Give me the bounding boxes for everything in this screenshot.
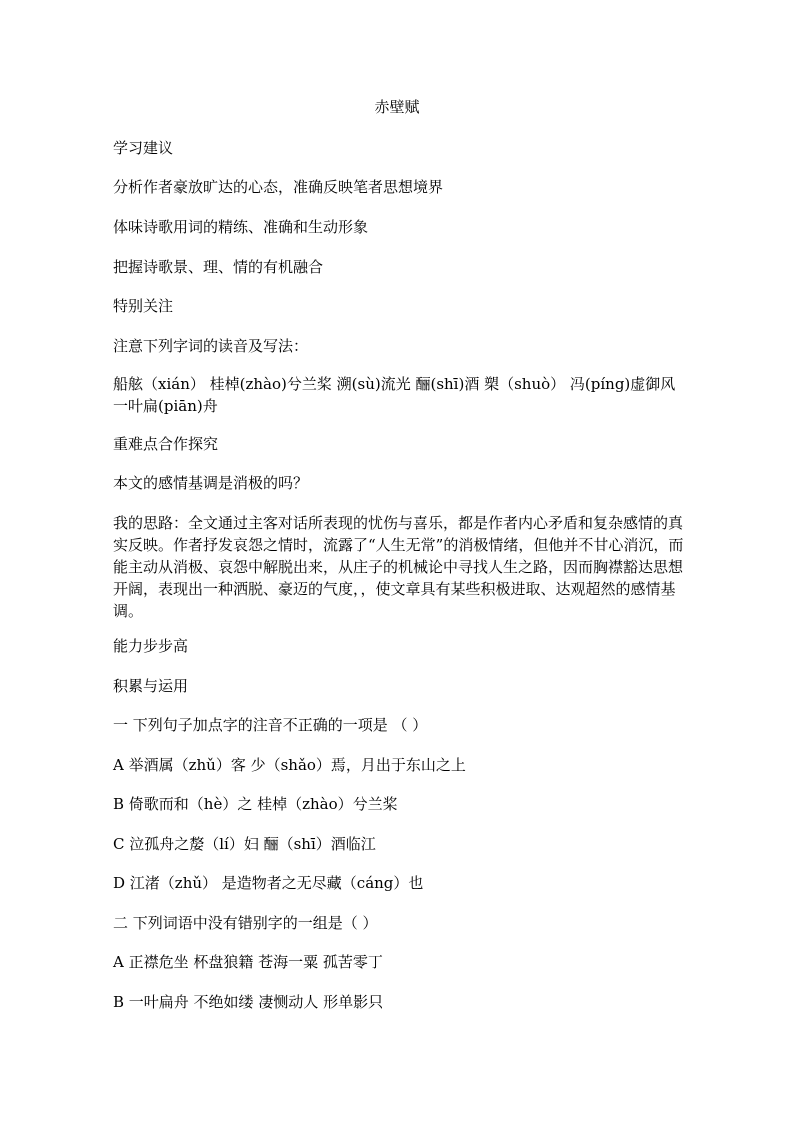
section-heading-key-points: 重难点合作探究 [113, 435, 219, 453]
answer-paragraph: 我的思路：全文通过主客对话所表现的忧伤与喜乐，都是作者内心矛盾和复杂感情的真实反映。作者抒发哀怨之情时，流露了“人生无常”的消极情绪，但他并不甘心消沉，而能主动从消极、哀怨中解脱出来，从庄子的机械论中寻找人生之路，因而胸襟豁达思想开阔，表现出一种洒脱、豪迈的气度，，使文章具有某些积极进取、达观超然的感情基调。 [113, 514, 684, 620]
exercise-option: B 倚歌而和（hè）之 桂棹（zhào）兮兰桨 [113, 795, 398, 813]
section-heading-study-advice: 学习建议 [113, 139, 174, 157]
pronunciation-list: 船舷（xián） 桂棹(zhào)兮兰桨 溯(sù)流光 酾(shī)酒 槊（shuò） 冯(píng)虚御风 一叶扁(piān)舟 [113, 375, 676, 415]
exercise-option: D 江渚（zhǔ） 是造物者之无尽藏（cáng）也 [113, 874, 424, 892]
exercise-question: 二 下列词语中没有错别字的一组是（ ） [113, 914, 378, 932]
question: 本文的感情基调是消极的吗？ [113, 474, 309, 492]
paragraph: 分析作者豪放旷达的心态，准确反映笔者思想境界 [113, 178, 444, 196]
exercise-option: A 正襟危坐 杯盘狼籍 苍海一粟 孤苦零丁 [113, 953, 383, 971]
paragraph: 注意下列字词的读音及写法： [113, 337, 309, 355]
document-title: 赤壁赋 [374, 98, 420, 116]
paragraph: 把握诗歌景、理、情的有机融合 [113, 258, 324, 276]
exercise-question: 一 下列句子加点字的注音不正确的一项是 （ ） [113, 716, 428, 734]
section-heading-special-attention: 特别关注 [113, 297, 174, 315]
paragraph: 体味诗歌用词的精练、准确和生动形象 [113, 218, 369, 236]
section-heading-accumulation: 积累与运用 [113, 677, 189, 695]
exercise-option: A 举酒属（zhǔ）客 少（shǎo）焉，月出于东山之上 [113, 756, 466, 774]
exercise-option: B 一叶扁舟 不绝如缕 凄恻动人 形单影只 [113, 993, 384, 1011]
section-heading-ability: 能力步步高 [113, 637, 189, 655]
exercise-option: C 泣孤舟之嫠（lí）妇 酾（shī）酒临江 [113, 835, 376, 853]
